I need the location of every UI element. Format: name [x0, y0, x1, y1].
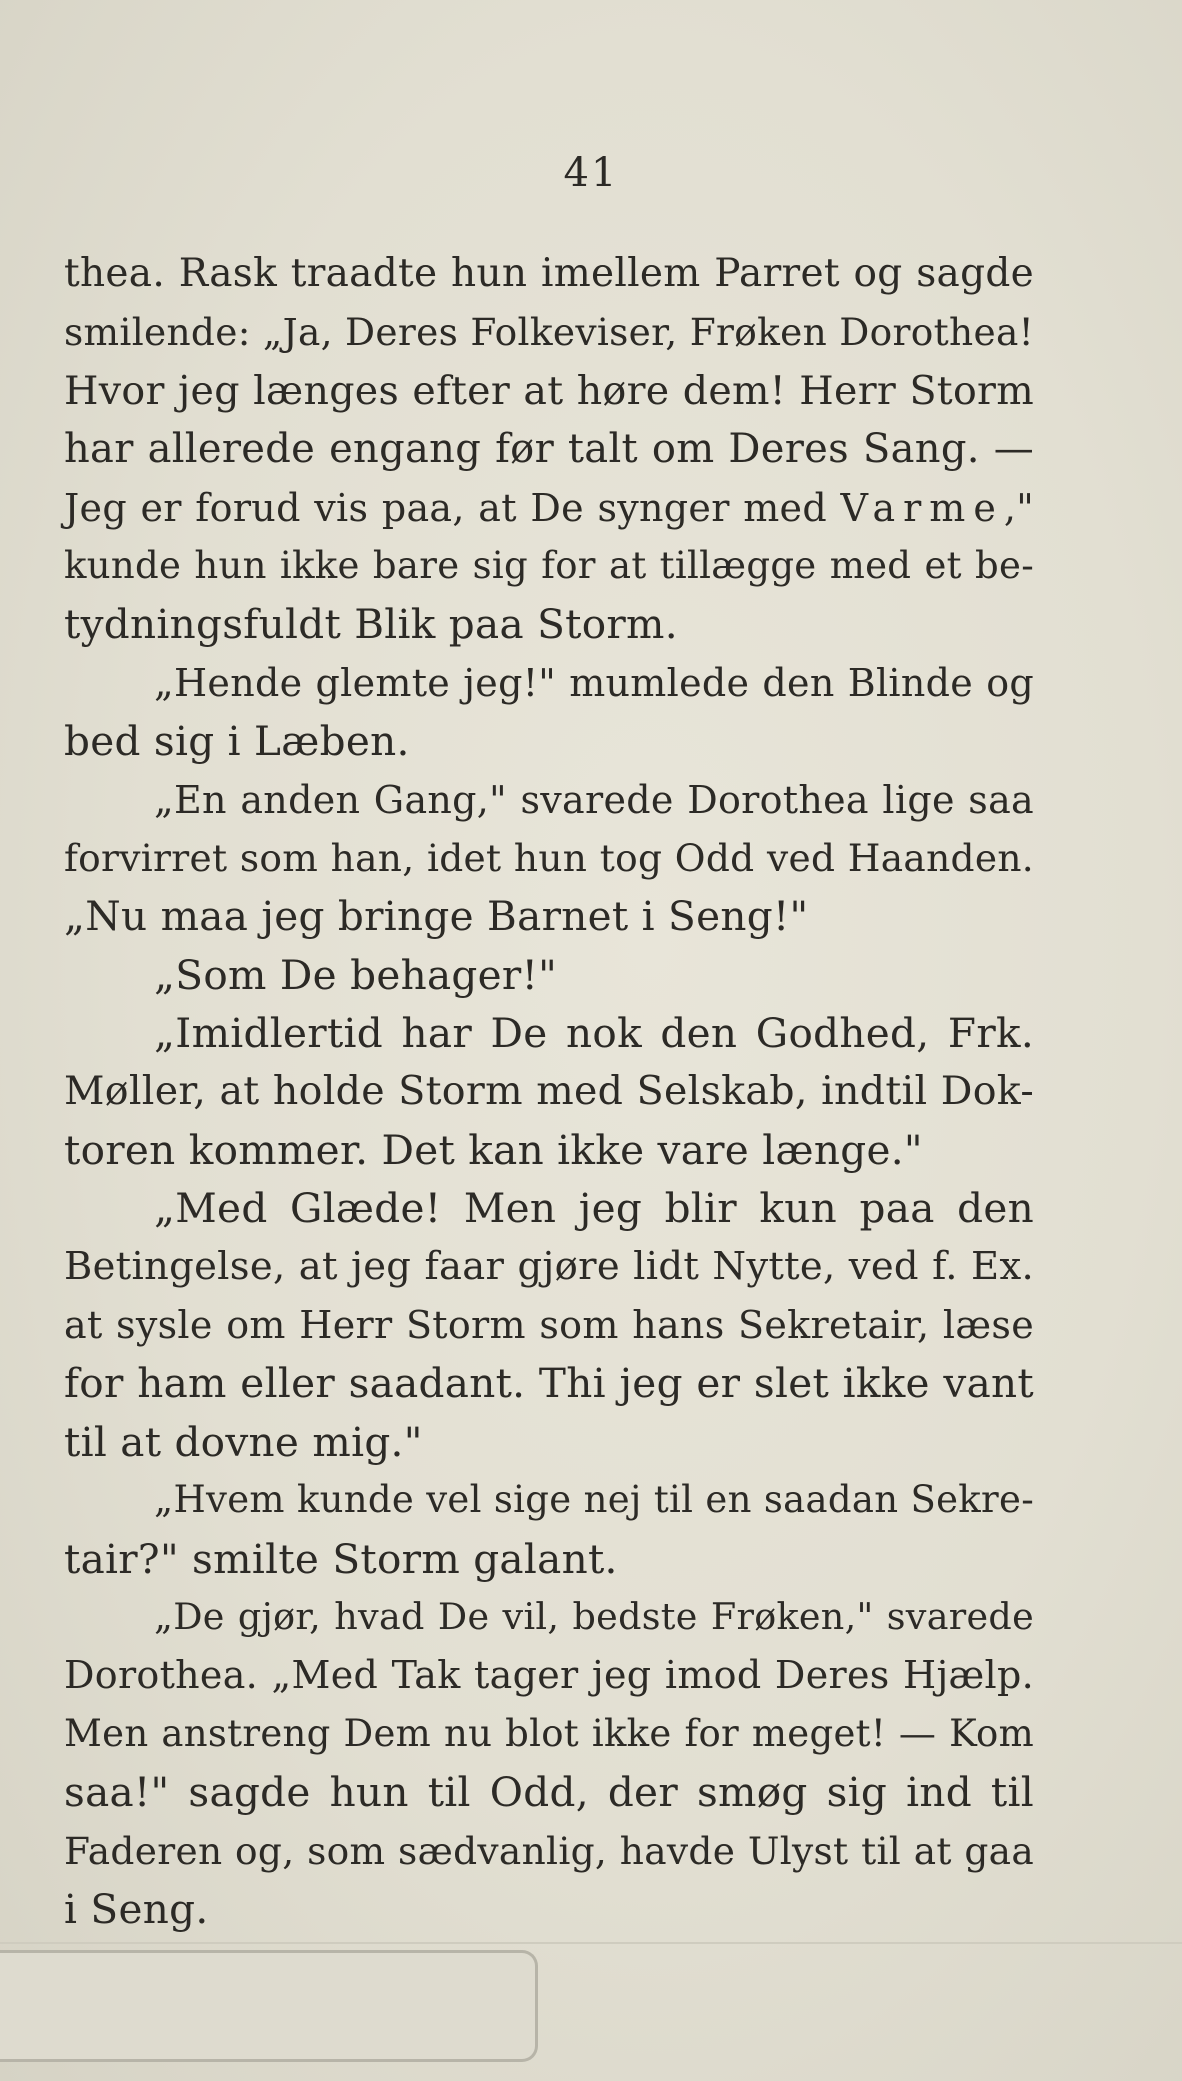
- body-text: [64, 245, 1034, 1938]
- text-line: „Hvem kunde vel sige nej til en saadan Sekre-: [154, 1478, 1034, 1522]
- text-line: bed sig i Læben.: [64, 717, 410, 766]
- text-line: Hvor jeg længes efter at høre dem! Herr Storm: [64, 367, 1034, 414]
- text-line: kunde hun ikke bare sig for at tillægge med et be-: [64, 543, 1034, 587]
- text-line: „Hende glemte jeg!" mumlede den Blinde og: [154, 660, 1034, 705]
- text-line: thea. Rask traadte hun imellem Parret og sagde: [64, 251, 1034, 296]
- text-line: for ham eller saadant. Thi jeg er slet ikke vant: [64, 1359, 1034, 1408]
- text-line: toren kommer. Det kan ikke vare længe.": [64, 1125, 923, 1174]
- text-line: saa!" sagde hun til Odd, der smøg sig ind til: [64, 1768, 1034, 1817]
- text-line: Møller, at holde Storm med Selskab, indtil Dok-: [64, 1068, 1034, 1115]
- page-number: 41: [563, 150, 619, 196]
- text-line: til at dovne mig.": [64, 1417, 423, 1466]
- text-line: „Imidlertid har De nok den Godhed, Frk.: [154, 1009, 1034, 1058]
- page-edge-line: [0, 1942, 1182, 1944]
- text-line: Dorothea. „Med Tak tager jeg imod Deres Hjælp.: [64, 1653, 1034, 1698]
- text-line: at sysle om Herr Storm som hans Sekretair, læse: [64, 1303, 1034, 1348]
- text-line: smilende: „Ja, Deres Folkeviser, Frøken Dorothea!: [64, 310, 1034, 355]
- text-line-start: Jeg er forud vis paa, at De synger med: [64, 485, 841, 530]
- text-line: Men anstreng Dem nu blot ikke for meget! — Kom: [64, 1711, 1034, 1755]
- text-line: i Seng.: [64, 1884, 209, 1933]
- text-line: [64, 479, 1034, 537]
- text-line: „En anden Gang," svarede Dorothea lige saa: [154, 777, 1034, 822]
- text-line: Betingelse, at jeg faar gjøre lidt Nytte, ved f. Ex.: [64, 1243, 1034, 1289]
- text-line: tair?" smilte Storm galant.: [64, 1534, 618, 1583]
- emphasized-word: Varme: [840, 485, 1004, 530]
- text-line: „Som De behager!": [154, 950, 558, 999]
- text-line-end: ,": [1003, 485, 1034, 530]
- text-line: tydningsfuldt Blik paa Storm.: [64, 600, 678, 649]
- text-line: „Med Glæde! Men jeg blir kun paa den: [154, 1184, 1034, 1233]
- paper-slip: [0, 1950, 538, 2062]
- text-line: „Nu maa jeg bringe Barnet i Seng!": [64, 892, 809, 941]
- text-line: har allerede engang før talt om Deres Sang. —: [64, 426, 1034, 473]
- text-line: forvirret som han, idet hun tog Odd ved Haanden.: [64, 835, 1034, 880]
- text-line: „De gjør, hvad De vil, bedste Frøken," svarede: [154, 1594, 1034, 1638]
- text-line: Faderen og, som sædvanlig, havde Ulyst til at gaa: [64, 1828, 1034, 1873]
